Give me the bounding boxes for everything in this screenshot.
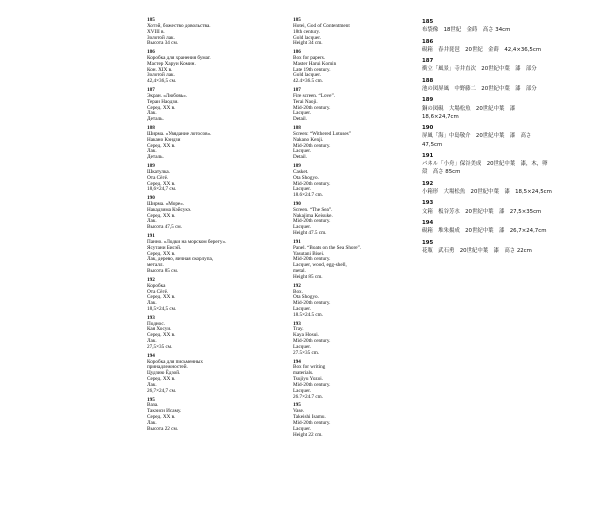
caption-line: Screen. “The Sea”. [293,206,333,213]
caption-line: Gold lacquer. [293,34,321,41]
caption-line: 硯箱 堆朱揚成 20世紀中葉 漆 26,7×24,7cm [422,228,547,235]
caption-line: Height 47.5 cm. [293,230,327,237]
caption-line: Mid-20th century. [293,381,331,388]
caption-line: Накадзима Кэйсукэ. [147,206,192,213]
caption-line: metal. [293,268,306,275]
caption-number: 189 [147,162,155,169]
caption-line: 26.7×24.7 cm. [293,393,324,400]
caption-line: 18,5×24,5 см. [147,306,177,313]
ru-caption-188 [147,126,265,161]
caption-line: Mid-20th century. [293,338,331,345]
caption-line: Высота 34 см. [147,40,179,47]
ja-caption-193 [422,199,552,215]
caption-number: 194 [422,219,434,226]
caption-line: Hotei, God of Contentment [293,22,350,29]
ru-caption-193 [147,316,265,351]
caption-number: 189 [422,97,434,104]
caption-line: Fire screen. “Love”. [293,92,336,99]
caption-line: Height 34 cm. [293,40,323,47]
caption-number: 192 [293,282,301,289]
caption-number: 188 [293,125,301,132]
caption-line: Terai Naoji. [293,98,318,105]
caption-number: 186 [147,49,155,56]
caption-line: Detail. [293,116,307,123]
caption-line: Screen: “Withered Lotuses” [293,130,351,137]
caption-number: 193 [422,200,434,207]
caption-line: Экран. «Любовь». [147,92,188,99]
caption-number: 192 [422,180,434,187]
ru-caption-194 [147,354,265,395]
ja-caption-186 [422,38,552,54]
caption-line: 18th century. [293,28,321,35]
caption-line: Лак. [147,148,157,155]
caption-line: Серед. XX в. [147,212,176,219]
caption-line: Серед. XX в. [147,104,176,111]
ja-caption-185 [422,18,552,34]
caption-line: Цудзию Ёдзой. [147,370,181,377]
caption-line: Серед. XX в. [147,376,176,383]
ja-caption-192 [422,180,552,196]
en-caption-195 [293,403,411,438]
caption-line: Серед. XX в. [147,294,176,301]
caption-line: Nakano Kenji. [293,136,324,143]
russian-captions-column [147,18,265,435]
caption-line: Ota Shogyo. [293,174,319,181]
caption-number: 187 [422,58,434,65]
ru-caption-187 [147,88,265,123]
caption-line: Box. [293,288,303,295]
caption-line: 衝立「風景」寺井直次 20世紀中葉 漆 部分 [422,66,537,73]
caption-line: Lacquer. [293,110,312,117]
caption-number: 190 [147,195,155,202]
caption-number: 187 [293,87,301,94]
caption-number: 185 [422,19,434,25]
caption-line: Лак. [147,381,157,388]
caption-line: Золотой лак. [147,34,175,41]
caption-line: Takeishi Isamu. [293,414,326,421]
ru-caption-195 [147,398,265,433]
en-caption-186 [293,50,411,85]
caption-line: Lacquer. [293,306,312,313]
caption-number: 191 [293,238,301,245]
caption-line: металл. [147,262,164,269]
ja-caption-189 [422,96,552,121]
caption-line: Lacquer. [293,186,312,193]
caption-line: Casket. [293,168,309,175]
en-caption-194 [293,360,411,401]
caption-line: Tray. [293,326,304,333]
caption-line: Шкатулка. [147,168,171,175]
caption-line: 42.4×36.5 cm. [293,78,324,85]
caption-number: 185 [293,17,301,23]
caption-number: 194 [147,352,155,359]
caption-line: принадлежностей. [147,364,188,371]
caption-line: 池の図屏風 中野藤二 20世紀中葉 漆 部分 [422,85,537,92]
caption-line: Mid-20th century. [293,104,331,111]
caption-number: 195 [293,402,301,409]
caption-line: 42,4×36,5 см. [147,78,177,85]
caption-number: 191 [147,233,155,240]
caption-line: Lacquer. [293,387,312,394]
caption-line: Nakajima Keisuke. [293,212,333,219]
caption-line: Gold lacquer. [293,72,321,79]
caption-line: Ота Сёгё. [147,288,169,295]
caption-line: Ширма. «Море». [147,200,185,207]
caption-line: Yasutani Bisei. [293,250,325,257]
caption-line: Mid-20th century. [293,218,331,225]
ja-caption-190 [422,124,552,149]
caption-line: Mid-20th century. [293,300,331,307]
caption-line: Ясутани Бисэй. [147,244,182,251]
caption-line: Ваза. [147,402,159,409]
caption-number: 195 [422,239,434,246]
caption-number: 191 [422,152,434,159]
caption-line: Detail. [293,154,307,161]
caption-number: 193 [147,314,155,321]
en-caption-190 [293,202,411,237]
caption-line: 小箱形 大場松魚 20世紀中葉 漆 18,5×24,5cm [422,188,552,195]
caption-line: Mid-20th century. [293,419,331,426]
caption-number: 188 [422,77,434,84]
caption-line: Золотой лак. [147,72,175,79]
caption-line: Деталь. [147,154,164,161]
caption-number: 190 [293,200,301,207]
caption-line: Панно. «Лодки на морском берегу». [147,238,227,245]
caption-number: 187 [147,87,155,94]
caption-line: Lacquer. [293,425,312,432]
caption-line: Мастер Харуи Комин. [147,60,196,67]
caption-line: Mid-20th century. [293,180,331,187]
english-captions-column [293,18,411,441]
caption-number: 190 [422,125,434,132]
caption-line: Lacquer. [293,224,312,231]
japanese-captions-column [422,18,552,258]
en-caption-192 [293,284,411,319]
caption-line: Box for papers. [293,54,326,61]
caption-line: Mid-20th century. [293,142,331,149]
caption-line: Лак, дерево, яичная скорлупа, [147,256,214,263]
caption-line: 屏風「海」中島敬介 20世紀中葉 漆 高さ 47,5cm [422,133,532,148]
ja-caption-195 [422,239,552,255]
caption-line: 硯箱 春井琵琶 20世紀 金蒔 42,4×36,5cm [422,46,542,53]
caption-line: Коробка для хранения бумаг. [147,54,211,61]
caption-line: Высота 85 см. [147,268,179,275]
caption-line: 布袋像 18世紀 金蒔 高さ 34cm [422,27,511,34]
caption-line: Ота Сёгё. [147,174,169,181]
ru-caption-190 [147,196,265,231]
caption-line: Height 85 cm. [293,273,323,280]
ja-caption-188 [422,77,552,93]
caption-line: 18.5×24.5 cm. [293,311,324,318]
en-caption-187 [293,88,411,123]
caption-line: Late 19th century. [293,66,331,73]
caption-line: パネル「小舟」保谷美成 20世紀中葉 漆，木，卵殻 高さ 85cm [422,161,548,176]
caption-line: Лак. [147,419,157,426]
caption-line: Kaya Hosui. [293,332,319,339]
caption-line: Коробка для письменных [147,358,204,365]
caption-line: Накано Кэндзи [147,136,181,143]
caption-number: 186 [422,38,434,45]
ru-caption-191 [147,234,265,275]
caption-line: Box for writing [293,364,326,371]
caption-line: 18.6×24.7 cm. [293,192,324,199]
caption-line: Vase. [293,408,305,415]
caption-line: 18,6×24,7 см. [147,186,177,193]
ru-caption-192 [147,278,265,313]
caption-line: Серед. XX в. [147,142,176,149]
caption-line: Lacquer. [293,148,312,155]
caption-line: Лак. [147,110,157,117]
caption-line: 27,5×35 см. [147,344,173,350]
en-caption-193 [293,322,411,357]
caption-line: Серед. XX в. [147,332,176,339]
caption-line: Кон. XIX в. [147,66,173,73]
ja-caption-187 [422,57,552,73]
caption-line: Height 22 cm. [293,431,323,438]
ru-caption-189 [147,164,265,193]
caption-number: 188 [147,125,155,132]
caption-line: Lacquer, wood, egg-shell, [293,262,347,269]
caption-line: 27.5×35 cm. [293,349,320,356]
caption-number: 186 [293,49,301,56]
caption-line: Ширма. «Увядание лотосов». [147,130,212,137]
caption-line: Хотэй, божество довольства. [147,22,211,29]
caption-number: 195 [147,396,155,403]
ja-caption-191 [422,152,552,177]
caption-line: materials. [293,370,314,377]
en-caption-185 [293,18,411,47]
ru-caption-186 [147,50,265,85]
caption-line: Серед. XX в. [147,250,176,257]
caption-number: 194 [293,358,301,365]
caption-line: 26,7×24,7 см. [147,387,177,394]
caption-line: 銅の図硯 大場松魚 20世紀中葉 漆 18,6×24,7cm [422,105,521,120]
caption-line: Коробка [147,282,166,289]
caption-line: Серед. XX в. [147,180,176,187]
ja-caption-194 [422,219,552,235]
caption-line: 花瓶 武石勇 20世紀中葉 漆 高さ 22cm [422,247,532,254]
caption-line: 文箱 板谷芳水 20世紀中葉 漆 27,5×35cm [422,208,542,215]
caption-line: Master Harui Komin [293,60,337,67]
caption-line: Серед. XX в. [147,414,176,421]
caption-number: 189 [293,162,301,169]
caption-line: Ota Shogyo. [293,294,319,301]
en-caption-191 [293,240,411,281]
caption-number: 185 [147,17,155,23]
caption-line: XVIII в. [147,28,165,35]
caption-line: Tsujiyu Yozoi. [293,376,324,383]
caption-line: Panel. “Boats on the Sea Shore”. [293,244,362,251]
caption-line: Лак. [147,300,157,307]
caption-line: Поднос. [147,320,165,327]
caption-line: Кая Хосуи. [147,326,172,333]
caption-line: Лак. [147,338,157,345]
en-caption-188 [293,126,411,161]
ru-caption-185 [147,18,265,47]
caption-line: Mid-20th century. [293,256,331,263]
caption-number: 193 [293,320,301,327]
caption-line: Такэиси Исаму. [147,408,182,415]
caption-line: Lacquer. [293,344,312,350]
en-caption-189 [293,164,411,199]
caption-number: 192 [147,276,155,283]
caption-line: Лак. [147,218,157,225]
caption-line: Высота 47,5 см. [147,224,182,231]
caption-line: Тераи Наодзи. [147,98,179,105]
caption-line: Высота 22 см. [147,425,179,432]
caption-line: Деталь. [147,116,164,123]
